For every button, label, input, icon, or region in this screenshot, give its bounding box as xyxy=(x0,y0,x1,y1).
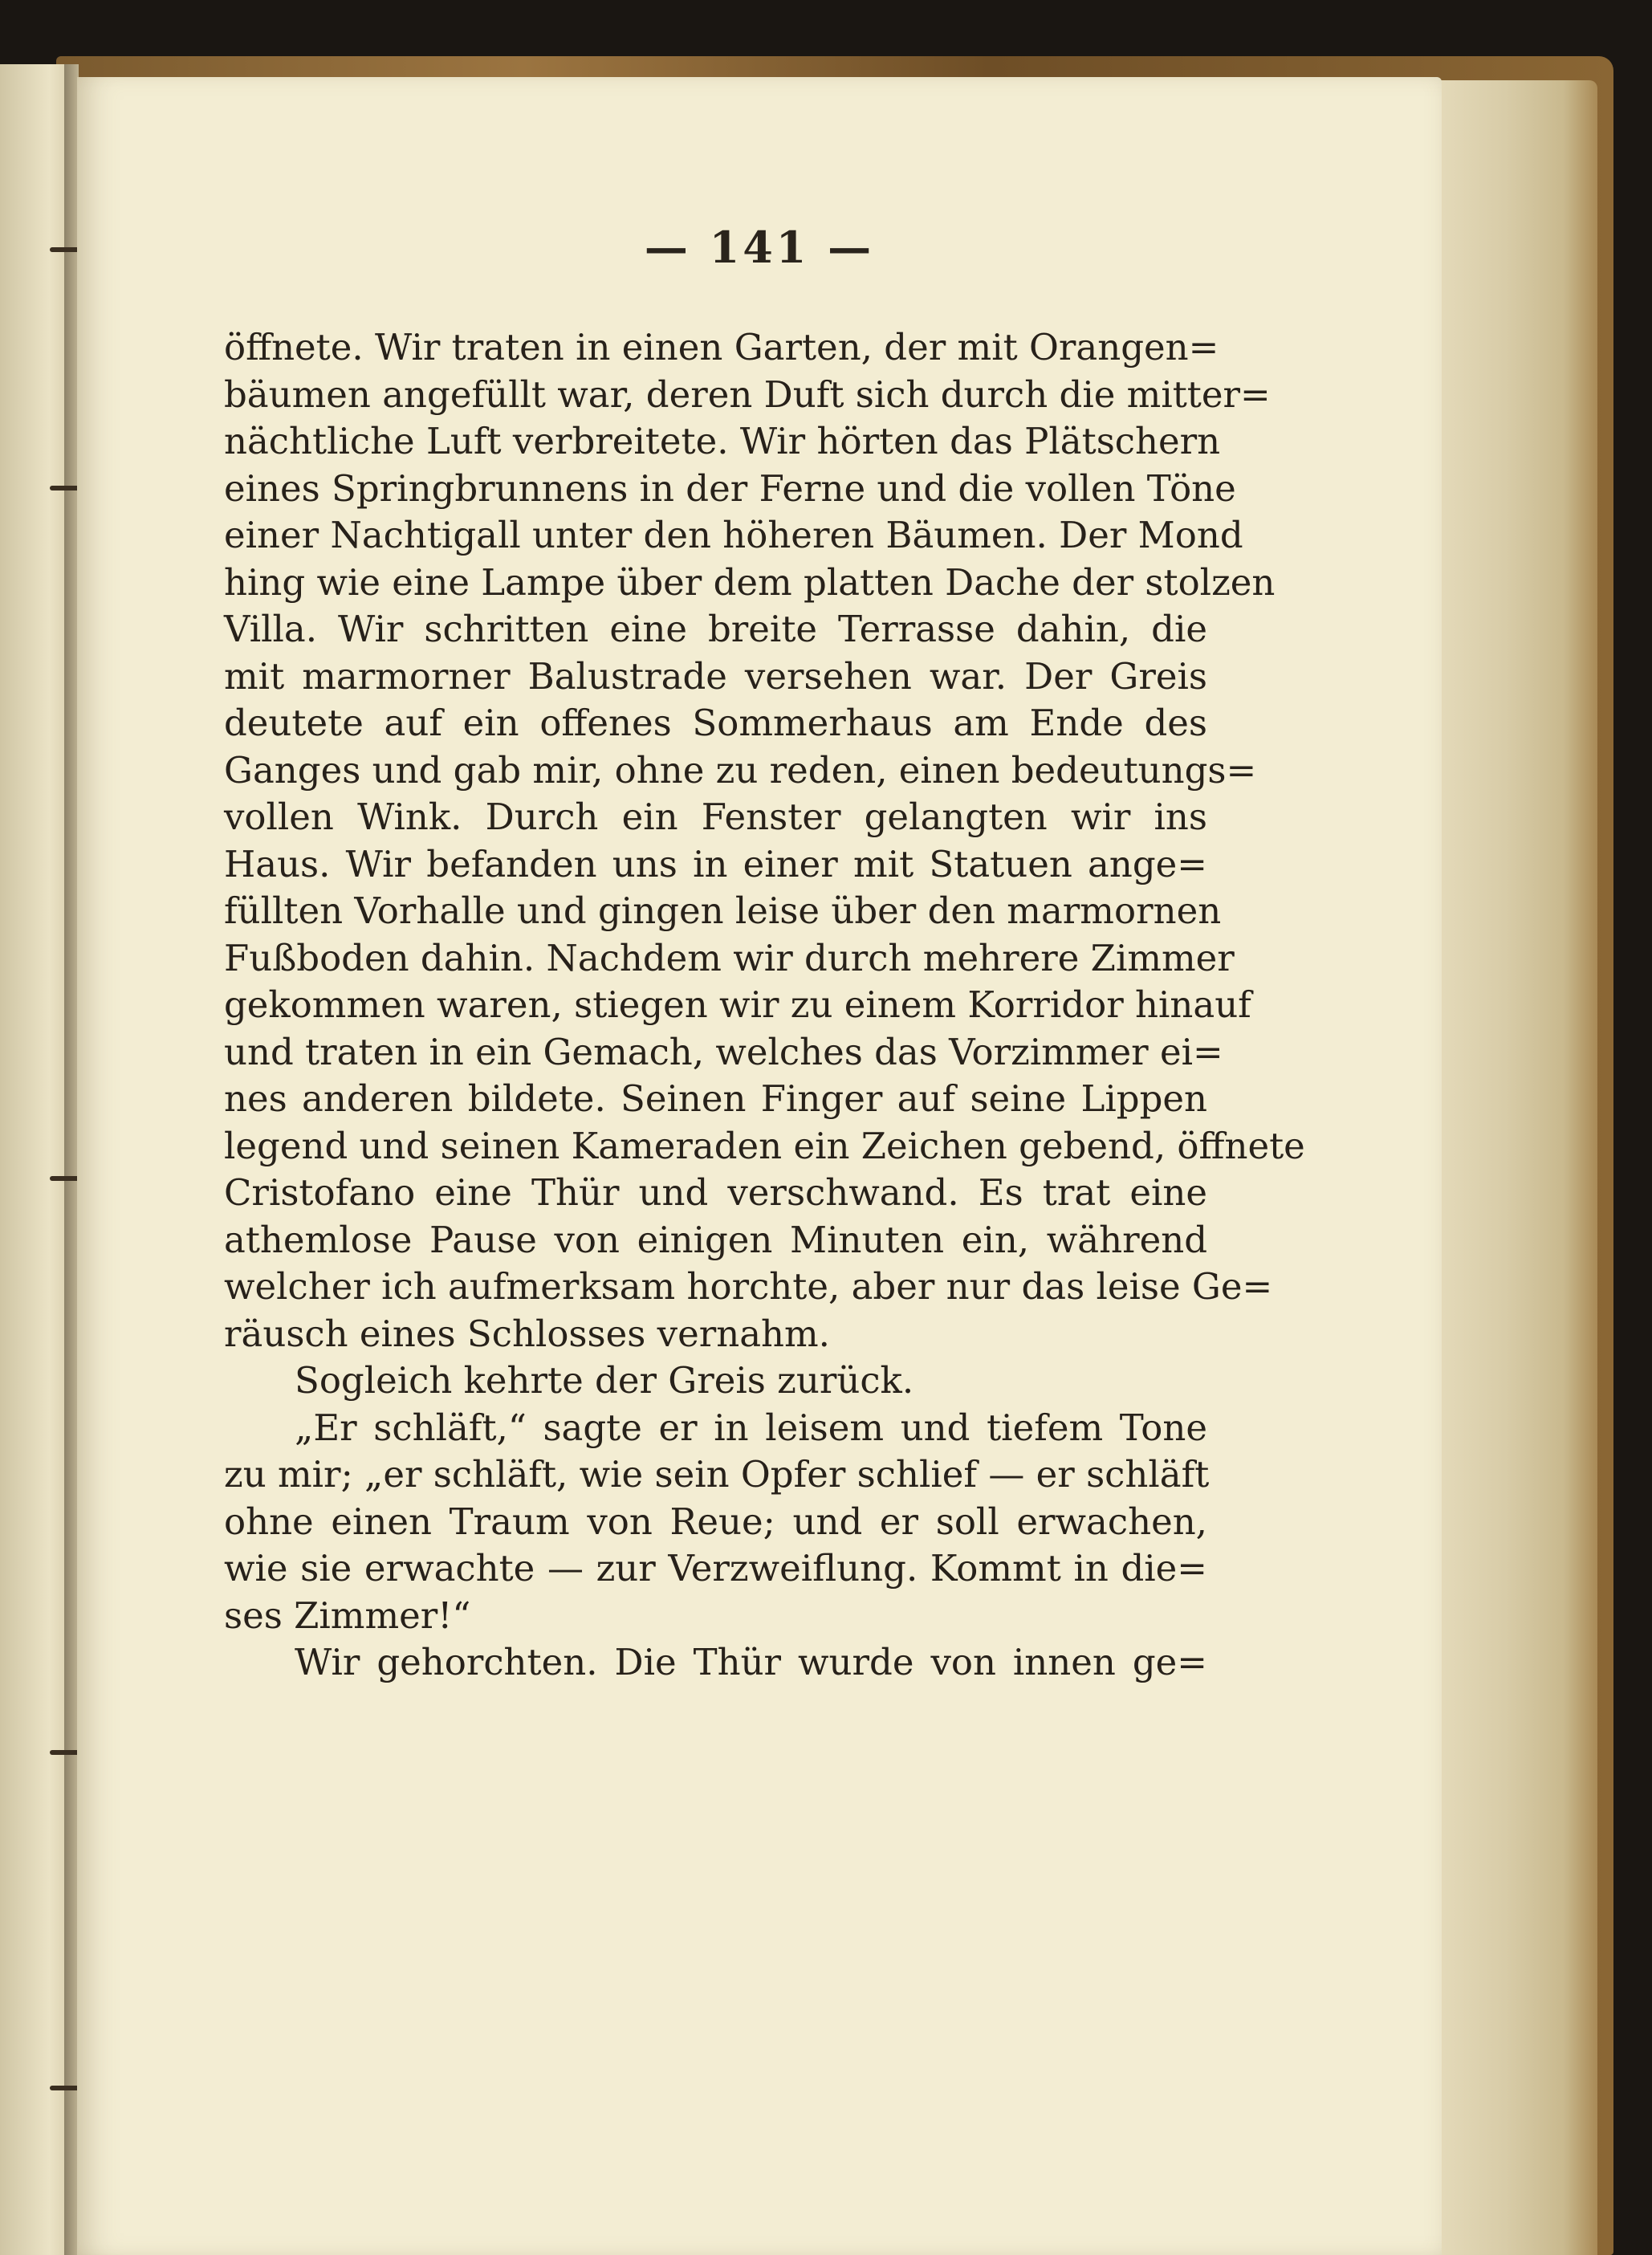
text-line: Wir gehorchten. Die Thür wurde von innen ge= xyxy=(295,1641,1207,1683)
text-line: Sogleich kehrte der Greis zurück. xyxy=(295,1359,914,1402)
text-line: räusch eines Schlosses vernahm. xyxy=(224,1312,830,1355)
text-line: ses Zimmer!“ xyxy=(224,1594,471,1637)
text-line: öffnete. Wir traten in einen Garten, der mit Orangen= xyxy=(224,326,1219,368)
text-line: hing wie eine Lampe über dem platten Dache der stolzen xyxy=(224,560,1276,604)
facing-page-margin xyxy=(0,64,71,2255)
text-line: vollen Wink. Durch ein Fenster gelangten wir ins xyxy=(224,796,1207,838)
text-line: „Er schläft,“ sagte er in leisem und tiefem Tone xyxy=(295,1406,1207,1449)
text-line: zu mir; „er schläft, wie sein Opfer schlief — er schläft xyxy=(224,1453,1210,1496)
text-line: nächtliche Luft verbreitete. Wir hörten das Plätschern xyxy=(224,420,1221,462)
text-line: ohne einen Traum von Reue; und er soll erwachen, xyxy=(224,1500,1207,1543)
text-line: einer Nachtigall unter den höheren Bäumen. Der Mond xyxy=(224,514,1243,556)
text-line: und traten in ein Gemach, welches das Vorzimmer ei= xyxy=(224,1030,1223,1073)
text-line: nes anderen bildete. Seinen Finger auf seine Lippen xyxy=(224,1077,1207,1120)
text-line: Haus. Wir befanden uns in einer mit Statuen ange= xyxy=(224,842,1207,885)
text-line: Fußboden dahin. Nachdem wir durch mehrere Zimmer xyxy=(224,936,1235,979)
page-stack-edge xyxy=(1429,80,1597,2255)
text-line: deutete auf ein offenes Sommerhaus am Ende des xyxy=(224,702,1207,744)
text-line: welcher ich aufmerksam horchte, aber nur das leise Ge= xyxy=(224,1265,1273,1308)
text-line: füllten Vorhalle und gingen leise über den marmornen xyxy=(224,889,1222,932)
text-line: legend und seinen Kameraden ein Zeichen gebend, öffnete xyxy=(224,1124,1305,1167)
book-page xyxy=(77,77,1442,2255)
text-line: Ganges und gab mir, ohne zu reden, einen bedeutungs= xyxy=(224,748,1257,792)
text-line: Cristofano eine Thür und verschwand. Es trat eine xyxy=(224,1171,1207,1214)
page-number: — 141 — xyxy=(644,222,875,273)
text-line: mit marmorner Balustrade versehen war. Der Greis xyxy=(224,654,1207,698)
text-line: bäumen angefüllt war, deren Duft sich durch die mitter= xyxy=(224,372,1271,416)
text-line: wie sie erwachte — zur Verzweiflung. Kommt in die= xyxy=(224,1547,1207,1589)
text-line: gekommen waren, stiegen wir zu einem Korridor hinauf xyxy=(224,983,1251,1026)
text-line: eines Springbrunnens in der Ferne und die vollen Töne xyxy=(224,466,1236,510)
text-line: athemlose Pause von einigen Minuten ein, während xyxy=(224,1218,1207,1261)
text-line: Villa. Wir schritten eine breite Terrasse dahin, die xyxy=(224,608,1207,650)
body-text xyxy=(224,324,1305,1687)
